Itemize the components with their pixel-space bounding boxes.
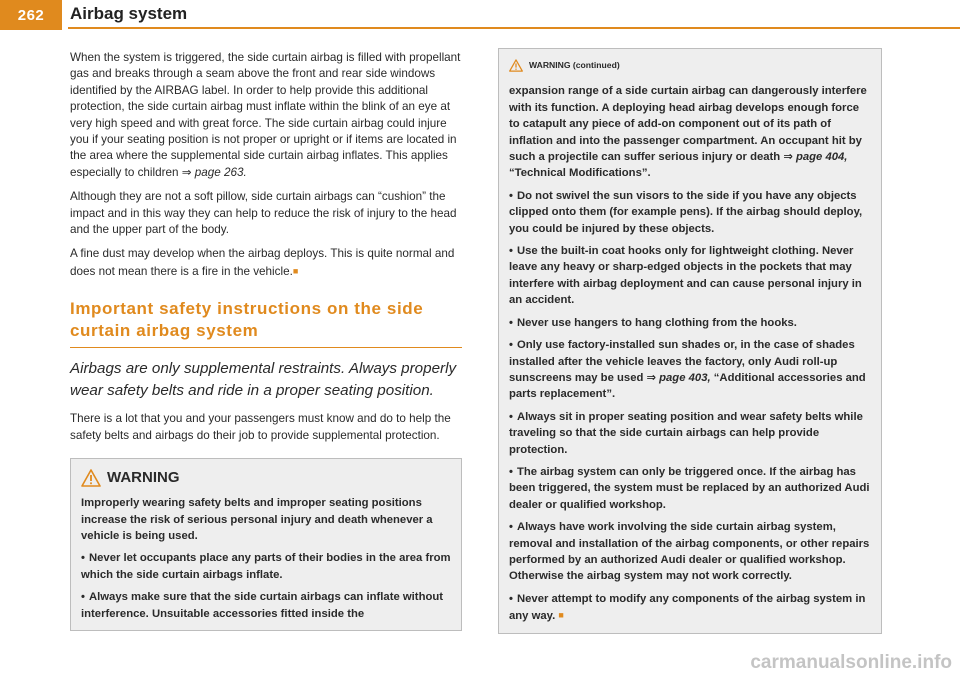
page-reference[interactable]: ⇒ page 403, xyxy=(646,371,711,384)
page-number-badge: 262 xyxy=(0,0,62,30)
watermark: carmanualsonline.info xyxy=(750,652,952,673)
warning-triangle-icon xyxy=(509,59,523,72)
warning-title-continued: WARNING (continued) xyxy=(529,60,620,70)
warning-bullet: • The airbag system can only be triggered once. If the airbag has been triggered, the system must be replaced by an authorized Audi dealer or qualified workshop. xyxy=(509,465,870,511)
paragraph-1: When the system is triggered, the side curtain airbag is filled with propellant gas and breaks through a seam above the front and rear side windows identified by the AIRBAG label. In order to help provide this additional protection, the side curtain airbag must inflate within the blink of an eye at very high speed and with great force. The side curtain airbag could injure you if your seating position is not proper or upright or if items are located in the area where the supplemental side curtain airbag inflates. This applies especially to children ⇒ page 263. xyxy=(70,51,461,179)
warning-triangle-icon xyxy=(81,469,101,487)
left-column xyxy=(70,50,462,631)
warning-bullet: • Never attempt to modify any components of the airbag system in any way. ■ xyxy=(509,592,866,623)
warning-lead-continued: expansion range of a side curtain airbag can dangerously interfere with its function. A deploying head airbag develops enough force to catapult any piece of add-on component out of its path of inflation and into the passenger compartment. An occupant hit by such a projectile can suffer serious injury or death ⇒ page 404, “Technical Modifications”. xyxy=(509,85,867,180)
section-subtitle: Airbags are only supplemental restraints. Always properly wear safety belts and ride in a proper seating position. xyxy=(70,360,457,399)
section-heading: Important safety instructions on the side curtain airbag system xyxy=(70,298,462,348)
warning-title: WARNING xyxy=(107,468,180,486)
warning-bullet: • Only use factory-installed sun shades or, in the case of shades installed after the vehicle leaves the factory, only Audi roll-up sunscreens may be used ⇒ page 403, “Additional accessories and parts replacement”. xyxy=(509,339,866,401)
paragraph-2: Although they are not a soft pillow, side curtain airbags can “cushion” the impact and in this way they can help to reduce the risk of injury to the head and the upper part of the body. xyxy=(70,190,457,237)
warning-bullet: • Use the built-in coat hooks only for lightweight clothing. Never leave any heavy or sharp-edged objects in the pockets that may interfere with airbag deployment and can cause personal injury in an accident. xyxy=(509,245,862,307)
end-mark: ■ xyxy=(558,610,564,621)
page-reference[interactable]: ⇒ page 404, xyxy=(783,151,848,164)
right-column xyxy=(498,48,882,634)
header-rule xyxy=(68,27,960,29)
paragraph-3: A fine dust may develop when the airbag deploys. This is quite normal and does not mean there is a fire in the vehicle.■ xyxy=(70,247,455,278)
page-reference[interactable]: ⇒ page 263. xyxy=(181,165,247,179)
warning-box xyxy=(70,458,462,631)
intro-paragraph: There is a lot that you and your passengers must know and do to help the safety belts and airbags do their job to provide supplemental protection. xyxy=(70,412,451,442)
warning-bullet: • Never use hangers to hang clothing from the hooks. xyxy=(509,316,797,329)
warning-box-continued xyxy=(498,48,882,634)
warning-bullet: • Do not swivel the sun visors to the side if you have any objects clipped onto them (for example pens). If the airbag should deploy, you could be injured by these objects. xyxy=(509,189,863,235)
warning-heading xyxy=(81,469,451,487)
warning-lead: Improperly wearing safety belts and improper seating positions increase the risk of serious personal injury and death whenever a vehicle is being used. xyxy=(81,497,433,542)
end-mark: ■ xyxy=(292,265,299,276)
warning-bullet: • Always sit in proper seating position and wear safety belts while traveling so that the side curtain airbags can help provide protection. xyxy=(509,410,863,456)
running-title: Airbag system xyxy=(70,4,188,23)
warning-bullet: • Never let occupants place any parts of their bodies in the area from which the side curtain airbags inflate. xyxy=(81,552,451,581)
warning-heading-continued xyxy=(509,57,871,73)
warning-bullet: • Always make sure that the side curtain airbags can inflate without interference. Unsuitable accessories fitted inside the xyxy=(81,591,444,620)
warning-bullet: • Always have work involving the side curtain airbag system, removal and installation of the airbag components, or other repairs performed by an authorized Audi dealer or qualified workshop. Otherwise the airbag system may not work correctly. xyxy=(509,521,870,583)
